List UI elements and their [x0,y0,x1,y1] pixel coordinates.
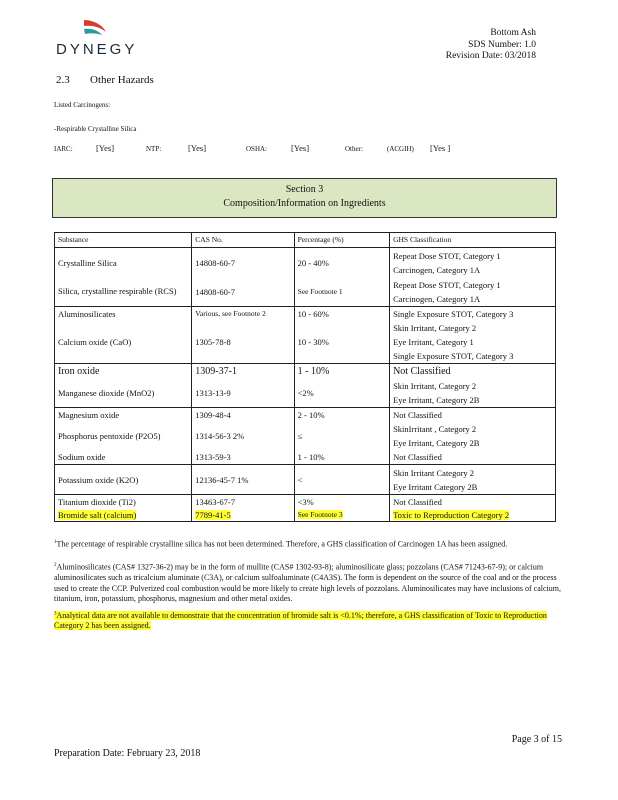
cas-cell: 1309-37-1 [192,364,294,380]
agency-value-other: [Yes ] [430,143,451,153]
agency-value-iarc: [Yes] [96,143,115,153]
product-name: Bottom Ash [490,28,536,38]
footnote-2: $^2$Aluminosilicates (CAS# 1327-36-2) may be in the form of mullite (CAS# 1302-93-8); aluminosilicate glass; pozzolans (CAS# 71243-67-9); or calcium aluminosilicates such as tricalcium aluminate (C3A), or calcium sulfoaluminate (C4A3S). The form is dependent on the source of the coal and or the process used to create the CCP. Pulverized coal combustion would be more likely to create high levels of pozzolans. Aluminosilicates may have inclusions of calcium, titanium, iron, potassium, phosphorus, magnesium and other metal oxides. [54,562,561,604]
cas-cell: 1305-78-8 [192,321,294,364]
ghs-cell: Not Classified [390,364,556,380]
table-row [55,379,556,408]
section-3-title: Composition/Information on Ingredients [223,198,386,209]
percentage-cell: <3% [294,495,389,509]
substance-cell: Silica, crystalline respirable (RCS) [55,277,192,307]
substance-cell: Phosphorus pentoxide (P2O5) [55,422,192,450]
substance-cell: Calcium oxide (CaO) [55,321,192,364]
cas-cell: 1309-48-4 [192,408,294,423]
ghs-cell: Skin Irritant, Category 2 Eye Irritant, Category 2B [390,379,556,408]
agency-label-ntp: NTP: [146,145,162,153]
cas-cell: 13463-67-7 [192,495,294,509]
ghs-cell: Skin Irritant Category 2 Eye Irritant Category 2B [390,465,556,495]
header-cas: CAS No. [192,233,294,248]
header-substance: Substance [55,233,192,248]
table-row [55,495,556,509]
percentage-cell: 1 - 10% [294,364,389,380]
document-header [446,28,536,63]
composition-table [54,232,556,522]
agency-value-acgih: (ACGIH) [387,145,414,153]
ghs-cell: Repeat Dose STOT, Category 1 Carcinogen, Category 1A [390,248,556,278]
sds-number: SDS Number: 1.0 [468,39,536,50]
table-row [55,450,556,465]
cas-cell: 7789-41-5 [192,508,294,522]
table-row [55,408,556,423]
table-row [55,508,556,522]
percentage-cell: ≤ [294,422,389,450]
agency-label-other: Other: [345,145,363,153]
percentage-cell: 1 - 10% [294,450,389,465]
table-row [55,422,556,450]
ghs-cell: Not Classified [390,495,556,509]
header-ghs: GHS Classification [390,233,556,248]
percentage-cell: < [294,465,389,495]
percentage-cell: 20 - 40% [294,248,389,278]
cas-cell: 1313-13-9 [192,379,294,408]
table-header-row [55,233,556,248]
cas-cell: 1314-56-3 2% [192,422,294,450]
section-number: 2.3 [56,74,70,86]
table-row [55,277,556,307]
header-percentage: Percentage (%) [294,233,389,248]
section-title: Other Hazards [90,74,154,86]
table-row [55,364,556,380]
footnote-3-text: Analytical data are not available to demonstrate that the concentration of bromide salt is <0.1%; therefore, a GHS classification of Toxic to Reproduction Category 2 has been assigned. [54,610,547,631]
substance-cell: Crystalline Silica [55,248,192,278]
percentage-cell: See Footnote 1 [294,277,389,307]
cas-cell: Various, see Footnote 2 [192,307,294,322]
agency-value-ntp: [Yes] [188,143,207,153]
agency-label-osha: OSHA: [246,145,268,153]
preparation-date: Preparation Date: February 23, 2018 [54,748,201,759]
footnote-2-text: Aluminosilicates (CAS# 1327-36-2) may be in the form of mullite (CAS# 1302-93-8); aluminosilicate glass; pozzolans (CAS# 71243-67-9); or calcium aluminosilicates such as tricalcium aluminate (C3A), or calcium sulfoaluminate (C4A3S). The form is dependent on the source of the coal and or the process used to create the CCP. Pulverized coal combustion would be more likely to create high levels of pozzolans. Aluminosilicates may have inclusions of calcium, titanium, iron, potassium, phosphorus, magnesium and other metal oxides. [54,562,561,604]
cas-cell: 14808-60-7 [192,248,294,278]
table-row [55,465,556,495]
dynegy-logo-icon [82,18,108,40]
substance-cell: Potassium oxide (K2O) [55,465,192,495]
percentage-cell: 10 - 60% [294,307,389,322]
substance-cell: Manganese dioxide (MnO2) [55,379,192,408]
percentage-cell: See Footnote 3 [294,508,389,522]
table-row [55,248,556,278]
ghs-cell: Not Classified [390,450,556,465]
revision-date: Revision Date: 03/2018 [445,51,536,61]
footnote-3: $^3$Analytical data are not available to demonstrate that the concentration of bromide salt is <0.1%; therefore, a GHS classification of Toxic to Reproduction Category 2 has been assigned. [54,610,547,631]
percentage-cell: 2 - 10% [294,408,389,423]
cas-cell: 12136-45-7 1% [192,465,294,495]
substance-cell: Bromide salt (calcium) [55,508,192,522]
table-row [55,307,556,322]
section-3-header [52,178,557,218]
ghs-cell: Skin Irritant, Category 2 Eye Irritant, Category 1 Single Exposure STOT, Category 3 [390,321,556,364]
listed-carcinogens-label: Listed Carcinogens: [54,101,111,109]
cas-cell: 14808-60-7 [192,277,294,307]
substance-cell: Iron oxide [55,364,192,380]
percentage-cell: 10 - 30% [294,321,389,364]
section-2-3-title [56,74,154,86]
agency-label-iarc: IARC: [54,145,73,153]
table-row [55,321,556,364]
ghs-cell: Toxic to Reproduction Category 2 [390,508,556,522]
substance-cell: Aluminosilicates [55,307,192,322]
carcinogen-item: -Respirable Crystalline Silica [54,125,137,133]
substance-cell: Titanium dioxide (Ti2) [55,495,192,509]
substance-cell: Sodium oxide [55,450,192,465]
section-3-number: Section 3 [285,184,324,195]
logo-text: DYNEGY [56,41,138,58]
substance-cell: Magnesium oxide [55,408,192,423]
agency-value-osha: [Yes] [291,143,310,153]
cas-cell: 1313-59-3 [192,450,294,465]
footnote-1: $^1$The percentage of respirable crystalline silica has not been determined. Therefore, a GHS classification of Carcinogen 1A has been assigned. [54,539,508,549]
ghs-cell: SkinIrritant , Category 2 Eye Irritant, Category 2B [390,422,556,450]
page-number: Page 3 of 15 [511,734,562,745]
ghs-cell: Single Exposure STOT, Category 3 [390,307,556,322]
percentage-cell: <2% [294,379,389,408]
ghs-cell: Repeat Dose STOT, Category 1 Carcinogen, Category 1A [390,277,556,307]
footnote-1-text: The percentage of respirable crystalline silica has not been determined. Therefore, a GHS classification of Carcinogen 1A has been assigned. [56,539,508,549]
ghs-cell: Not Classified [390,408,556,423]
